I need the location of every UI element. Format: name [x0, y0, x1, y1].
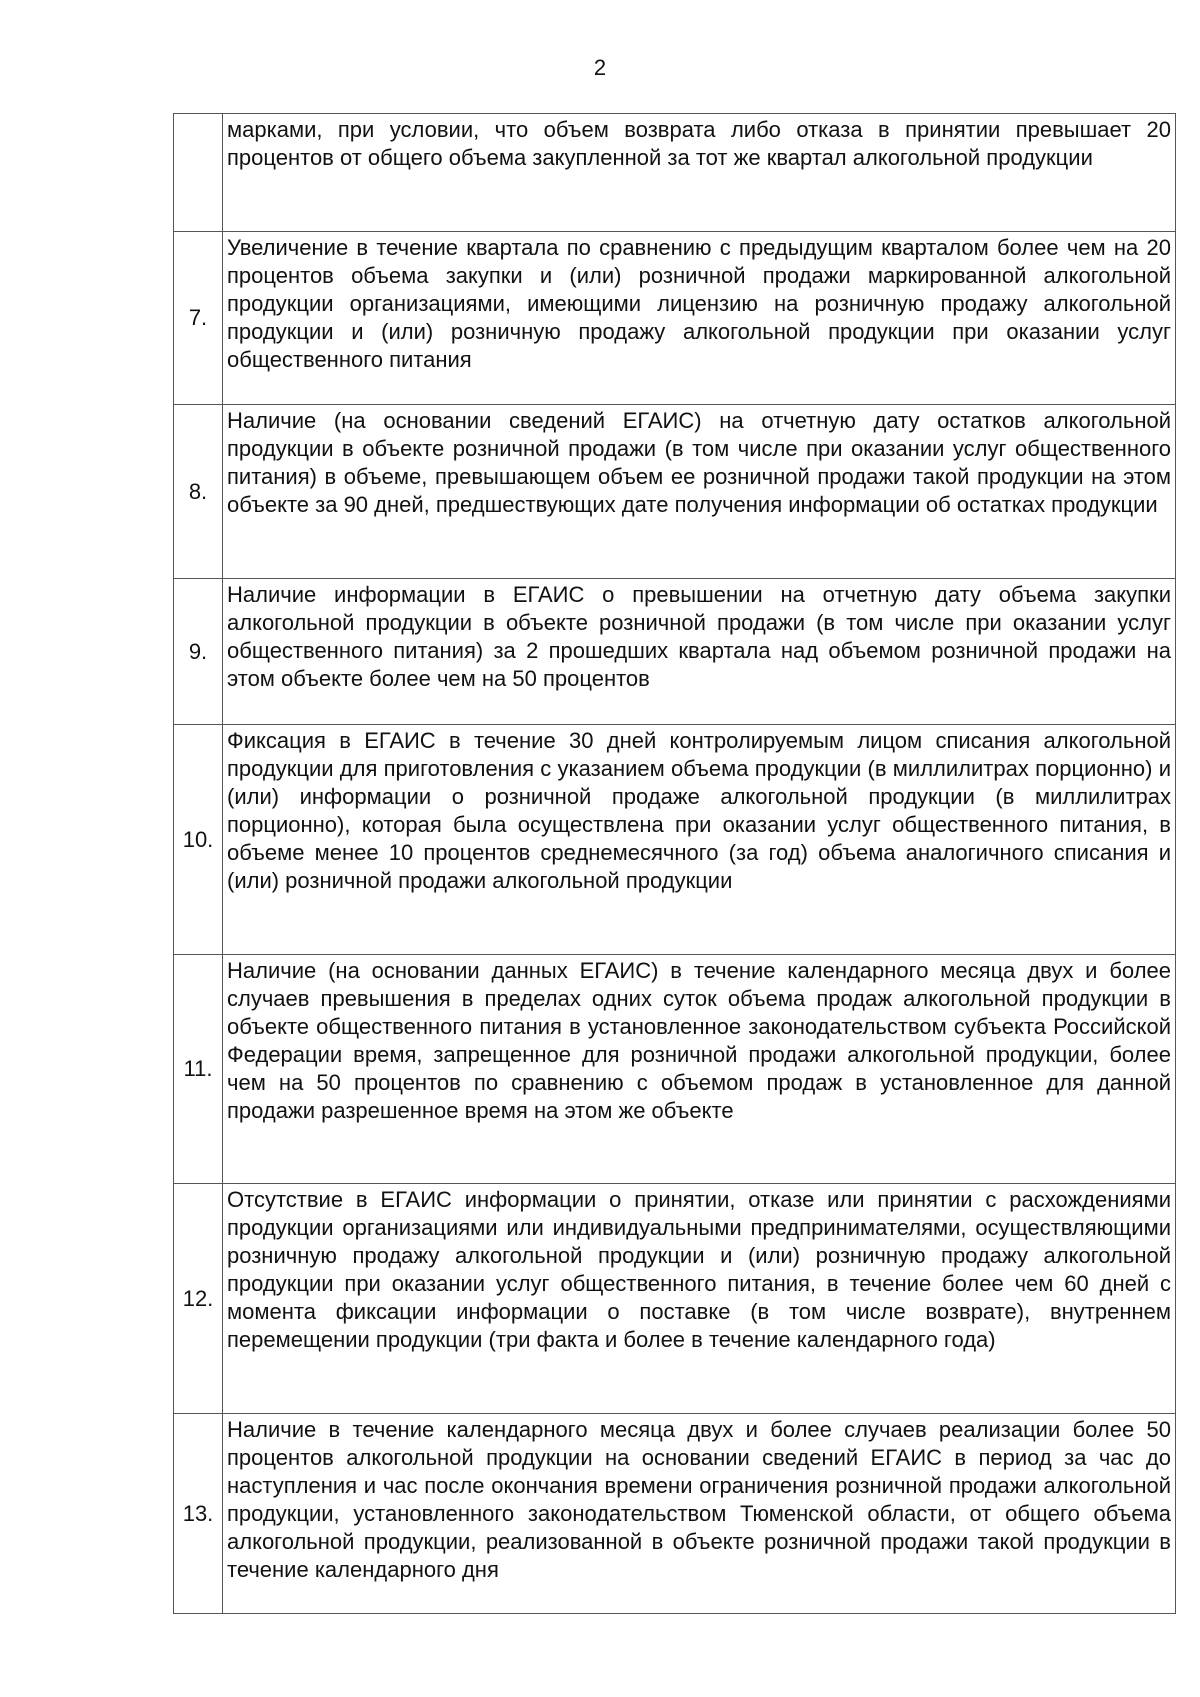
table-row	[174, 955, 1176, 1184]
row-number: 8.	[174, 405, 223, 579]
row-number: 11.	[174, 955, 223, 1184]
row-number: 13.	[174, 1414, 223, 1614]
row-number: 7.	[174, 232, 223, 405]
table-row	[174, 1184, 1176, 1414]
row-text: марками, при условии, что объем возврата либо отказа в принятии превышает 20 процентов от общего объема закупленной за тот же квартал алкогольной продукции	[223, 114, 1176, 232]
row-number: 9.	[174, 579, 223, 725]
risk-indicators-table	[173, 113, 1176, 1614]
table-row	[174, 1414, 1176, 1614]
row-text: Наличие информации в ЕГАИС о превышении на отчетную дату объема закупки алкогольной продукции в объекте розничной продажи (в том числе при оказании услуг общественного питания) за 2 прошедших квартала над объемом розничной продажи на этом объекте более чем на 50 процентов	[223, 579, 1176, 725]
row-number: 12.	[174, 1184, 223, 1414]
row-text: Отсутствие в ЕГАИС информации о принятии, отказе или принятии с расхождениями продукции организациями или индивидуальными предпринимателями, осуществляющими розничную продажу алкогольной продукции и (или) розничную продажу алкогольной продукции при оказании услуг общественного питания, в течение более чем 60 дней с момента фиксации информации о поставке (в том числе возврате), внутреннем перемещении продукции (три факта и более в течение календарного года)	[223, 1184, 1176, 1414]
table-row	[174, 579, 1176, 725]
table-row	[174, 725, 1176, 955]
table-row	[174, 114, 1176, 232]
row-number: 10.	[174, 725, 223, 955]
row-number	[174, 114, 223, 232]
row-text: Фиксация в ЕГАИС в течение 30 дней контролируемым лицом списания алкогольной продукции для приготовления с указанием объема продукции (в миллилитрах порционно) и (или) информации о розничной продаже алкогольной продукции (в миллилитрах порционно), которая была осуществлена при оказании услуг общественного питания, в объеме менее 10 процентов среднемесячного (за год) объема аналогичного списания и (или) розничной продажи алкогольной продукции	[223, 725, 1176, 955]
row-text: Наличие (на основании сведений ЕГАИС) на отчетную дату остатков алкогольной продукции в объекте розничной продажи (в том числе при оказании услуг общественного питания) в объеме, превышающем объем ее розничной продажи такой продукции на этом объекте за 90 дней, предшествующих дате получения информации об остатках продукции	[223, 405, 1176, 579]
page-number: 2	[593, 55, 607, 80]
table-row	[174, 232, 1176, 405]
row-text: Наличие (на основании данных ЕГАИС) в течение календарного месяца двух и более случаев превышения в пределах одних суток объема продаж алкогольной продукции в объекте общественного питания в установленное законодательством субъекта Российской Федерации время, запрещенное для розничной продажи алкогольной продукции, более чем на 50 процентов по сравнению с объемом продаж в установленное для данной продажи разрешенное время на этом же объекте	[223, 955, 1176, 1184]
table-row	[174, 405, 1176, 579]
row-text: Наличие в течение календарного месяца двух и более случаев реализации более 50 процентов алкогольной продукции на основании сведений ЕГАИС в период за час до наступления и час после окончания времени ограничения розничной продажи алкогольной продукции, установленного законодательством Тюменской области, от общего объема алкогольной продукции, реализованной в объекте розничной продажи такой продукции в течение календарного дня	[223, 1414, 1176, 1614]
row-text: Увеличение в течение квартала по сравнению с предыдущим кварталом более чем на 20 процентов объема закупки и (или) розничной продажи маркированной алкогольной продукции организациями, имеющими лицензию на розничную продажу алкогольной продукции и (или) розничную продажу алкогольной продукции при оказании услуг общественного питания	[223, 232, 1176, 405]
